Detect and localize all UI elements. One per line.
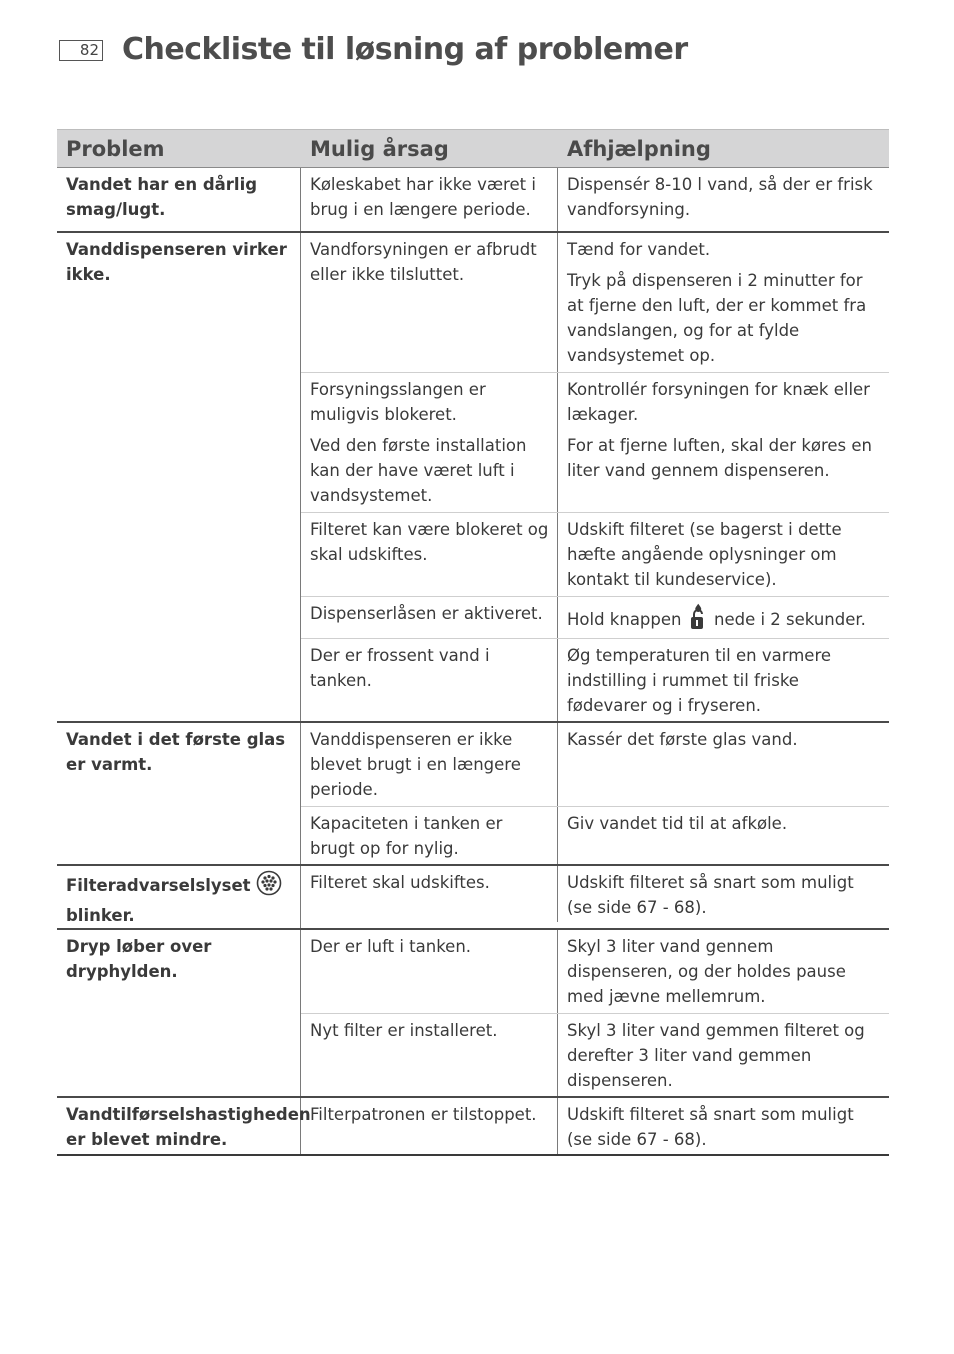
remedy-text: Tænd for vandet. (567, 240, 711, 259)
cause-remedy-row (301, 168, 889, 231)
remedy-text: Skyl 3 liter vand gennem dispenseren, og der holdes pause med jævne mellemrum. (567, 937, 846, 1006)
cause-remedy-row (301, 639, 889, 721)
cause-text: Forsyningsslangen er muligvis blokeret. (310, 380, 486, 424)
table-row (57, 723, 889, 866)
header-remedy: Afhjælpning (567, 136, 711, 161)
lock-icon (687, 603, 709, 638)
problem-cell: Dryp løber over dryphylden. (57, 930, 301, 1096)
table-row (57, 233, 889, 723)
cause-remedy-row (301, 373, 889, 513)
cause-remedy-row (301, 233, 889, 373)
cause-cell (301, 597, 558, 638)
remedy-cell (558, 639, 889, 721)
remedy-text: Dispensér 8-10 l vand, så der er frisk vandforsyning. (567, 175, 873, 219)
remedy-text: Giv vandet tid til at afkøle. (567, 814, 788, 833)
cause-remedy-row (301, 807, 889, 864)
remedy-cell (558, 723, 889, 806)
cause-cell (301, 373, 558, 512)
remedy-cell (558, 597, 889, 638)
table-row (57, 866, 889, 930)
cause-cell (301, 1014, 558, 1096)
remedy-text: Skyl 3 liter vand gemmen filteret og derefter 3 liter vand gemmen dispenseren. (567, 1021, 865, 1090)
remedy-text: Hold knappen (567, 610, 682, 629)
remedy-cell (558, 807, 889, 864)
cause-remedy-row (301, 513, 889, 597)
remedy-cell (558, 373, 889, 512)
cause-text: Kapaciteten i tanken er brugt op for nylig. (310, 814, 503, 858)
troubleshooting-table (57, 129, 889, 1156)
remedy-cell (558, 930, 889, 1013)
problem-cell: Vandtilførselshastigheden er blevet mindre. (57, 1098, 301, 1154)
cause-text: Filteret kan være blokeret og skal udskiftes. (310, 520, 549, 564)
cause-remedy-row (301, 1014, 889, 1096)
cause-remedy-row (301, 930, 889, 1014)
problem-text: blinker. (66, 906, 135, 925)
cause-text: Ved den første installation kan der have været luft i vandsystemet. (310, 436, 527, 505)
problem-cell: Vanddispenseren virker ikke. (57, 233, 301, 721)
remedy-text: Kontrollér forsyningen for knæk eller lækager. (567, 380, 870, 424)
table-row (57, 1098, 889, 1156)
header-cause: Mulig årsag (310, 136, 449, 161)
cause-cell (301, 866, 558, 922)
cause-cell (301, 513, 558, 596)
cause-text: Vanddispenseren er ikke blevet brugt i en længere periode. (310, 730, 521, 799)
page-title: Checkliste til løsning af problemer (122, 32, 688, 67)
remedy-text: Øg temperaturen til en varmere indstilling i rummet til friske fødevarer og i fryseren. (567, 646, 832, 715)
cause-remedy-row (301, 1098, 889, 1154)
problem-cell: Vandet i det første glas er varmt. (57, 723, 301, 864)
cause-remedy-row (301, 866, 889, 922)
cause-text: Der er frossent vand i tanken. (310, 646, 490, 690)
cause-remedy-row (301, 597, 889, 639)
cause-remedy-row (301, 723, 889, 807)
remedy-text: Udskift filteret (se bagerst i dette hæfte angående oplysninger om kontakt til kundeservice). (567, 520, 842, 589)
cause-cell (301, 1098, 558, 1154)
table-row (57, 168, 889, 233)
remedy-text: For at fjerne luften, skal der køres en liter vand gennem dispenseren. (567, 436, 873, 480)
cause-text: Dispenserlåsen er aktiveret. (310, 604, 543, 623)
page-number: 82 (59, 40, 103, 61)
remedy-cell (558, 233, 889, 372)
problem-text: Filteradvarselslyset (66, 876, 251, 895)
remedy-text: nede i 2 sekunder. (714, 610, 866, 629)
remedy-text: Kassér det første glas vand. (567, 730, 798, 749)
remedy-cell (558, 1098, 889, 1154)
remedy-text: Udskift filteret så snart som muligt (se side 67 - 68). (567, 1105, 854, 1149)
remedy-cell (558, 168, 889, 231)
problem-cell: Vandet har en dårlig smag/lugt. (57, 168, 301, 231)
table-row (57, 930, 889, 1098)
remedy-cell (558, 866, 889, 922)
cause-text: Vandforsyningen er afbrudt eller ikke tilsluttet. (310, 240, 537, 284)
table-header (57, 129, 889, 168)
remedy-cell (558, 513, 889, 596)
remedy-text: Tryk på dispenseren i 2 minutter for at fjerne den luft, der er kommet fra vandslangen, og for at fylde vandsystemet op. (567, 271, 867, 365)
remedy-cell (558, 1014, 889, 1096)
cause-text: Nyt filter er installeret. (310, 1021, 498, 1040)
cause-text: Filterpatronen er tilstoppet. (310, 1105, 537, 1124)
cause-cell (301, 930, 558, 1013)
cause-text: Der er luft i tanken. (310, 937, 472, 956)
remedy-text: Udskift filteret så snart som muligt (se side 67 - 68). (567, 873, 854, 917)
cause-text: Køleskabet har ikke været i brug i en længere periode. (310, 175, 536, 219)
cause-cell (301, 807, 558, 864)
cause-cell (301, 639, 558, 721)
cause-cell (301, 168, 558, 231)
header-problem: Problem (66, 136, 165, 161)
cause-text: Filteret skal udskiftes. (310, 873, 490, 892)
cause-cell (301, 233, 558, 372)
problem-cell (57, 866, 301, 928)
filter-icon (256, 870, 282, 903)
cause-cell (301, 723, 558, 806)
